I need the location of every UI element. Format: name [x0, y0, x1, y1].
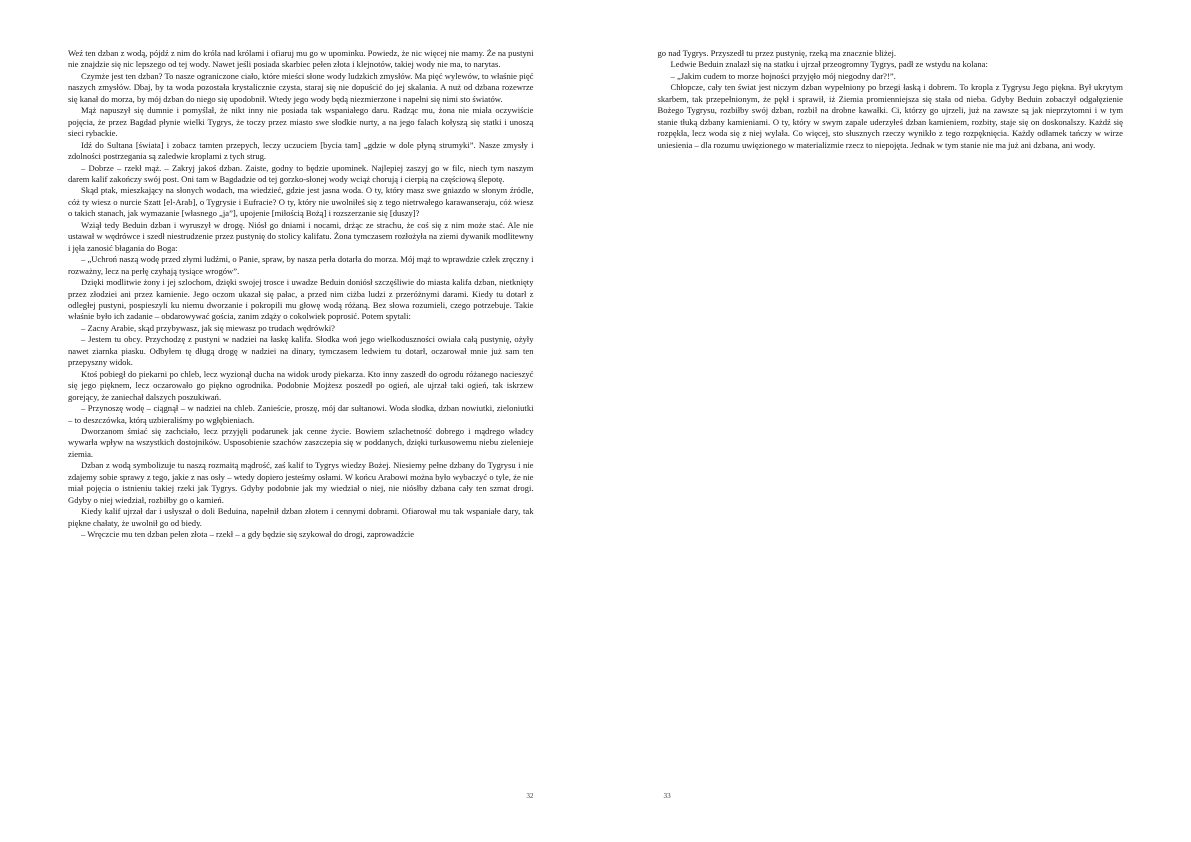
paragraph: – Wręczcie mu ten dzban pełen złota – rzekł – a gdy będzie się szykował do drogi, zaprowadźcie	[81, 529, 415, 540]
page-left-text	[68, 48, 534, 540]
paragraph: Dzban z wodą symbolizuje tu naszą rozmaitą mądrość, zaś kalif to Tygrys wiedzy Bożej. Niesiemy pełne dzbany do Tygrysu i nie zdajemy sobie sprawy z tego, jakie z nas osły – wtedy dopiero jesteśmy osłami. W końcu Arabowi można było wybaczyć o tyle, że nie miał pojęcia o istnieniu takiej rzeki jak Tygrys. Gdyby podobnie jak my wiedział o niej, nie niósłby dzbana cały ten szmat drogi. Gdyby o niej wiedział, rozbiłby go o kamień.	[68, 460, 534, 505]
paragraph: – Przynoszę wodę – ciągnął – w nadziei na chleb. Zanieście, proszę, mój dar sułtanowi. Woda słodka, dzban nowiutki, zieloniutki – to deszczówka, którą uzbieraliśmy po wgłębieniach.	[68, 403, 534, 425]
paragraph: – Jestem tu obcy. Przychodzę z pustyni w nadziei na łaskę kalifa. Słodka woń jego wielkoduszności owiała całą pustynię, ożyły nawet ziarnka piasku. Odbyłem tę długą drogę w nadziei na dinary, tymczasem ledwiem tu dotarł, oczarował mnie już sam ten przepyszny widok.	[68, 334, 534, 368]
paragraph: Mąż napuszył się dumnie i pomyślał, że nikt inny nie posiada tak wspaniałego daru. Radząc mu, żona nie miała oczywiście pojęcia, że przez Bagdad płynie wielki Tygrys, że toczy przez miasto swe słodkie nurty, a na jego falach kołyszą się statki i unoszą sieci rybackie.	[68, 105, 534, 139]
paragraph: go nad Tygrys. Przyszedł tu przez pustynię, rzeką ma znacznie bliżej.	[657, 48, 897, 58]
paragraph: Skąd ptak, mieszkający na słonych wodach, ma wiedzieć, gdzie jest jasna woda. O ty, który masz swe gniazdo w słonym źródle, cóż ty wiesz o nurcie Szatt [el-Arab], o Tygrysie i Eufracie? O ty, który nie uwolniłeś się z tego nietrwałego karawanseraju, cóż wiesz o takich stanach, jak wymazanie [własnego „ja”], upojenie [miłością Bożą] i rozszerzanie się [duszy]?	[68, 185, 534, 219]
paragraph: Ledwie Beduin znalazł się na statku i ujrzał przeogromny Tygrys, padł ze wstydu na kolana:	[670, 59, 988, 70]
page-right	[596, 0, 1191, 842]
paragraph: Dzięki modlitwie żony i jej szlochom, dzięki swojej trosce i uwadze Beduin doniósł szczęśliwie do miasta kalifa dzban, nietknięty przez złodziei ani przez kamienie. Jego oczom ukazał się pałac, a przed nim ciżba ludzi z przeróżnymi darami. Kiedy tu dotarł z odległej pustyni, pospieszyli ku niemu dworzanie i pokropili mu głowę wodą różaną. Bez słowa rozumieli, czego potrzebuje. Takie właśnie było ich zadanie – obdarowywać gościa, zanim zdąży o cokolwiek poprosić. Potem spytali:	[68, 277, 534, 322]
paragraph: – Dobrze – rzekł mąż. – Zakryj jakoś dzban. Zaiste, godny to będzie upominek. Najlepiej zaszyj go w filc, niech tym naszym darem kalif zakończy swój post. Oni tam w Bagdadzie od tej gorzko-słonej wody wciąż chorują i cierpią na częściową ślepotę.	[68, 162, 534, 184]
paragraph: Idź do Sultana [świata] i zobacz tamten przepych, leczy uczuciem [bycia tam] „gdzie w dole płyną strumyki”. Nasze zmysły i zdolności postrzegania są zaledwie kroplami z tych strug.	[68, 139, 534, 162]
paragraph: Weź ten dzban z wodą, pójdź z nim do króla nad królami i ofiaruj mu go w upominku. Powiedz, że nic więcej nie mamy. Że na pustyni nie znajdzie się nic lepszego od tej wody. Nawet jeśli posiada skarbiec pełen złota i klejnotów, takiej wody nie ma, to narytas.	[68, 48, 534, 70]
paragraph: Czymże jest ten dzban? To nasze ograniczone ciało, które mieści słone wody ludzkich zmysłów. Ma pięć wylewów, to właśnie pięć naszych zmysłów. Dbaj, by ta woda pozostała krystalicznie czysta, staraj się nie dopuścić do jej skalania. A nuż od dzbana rozewrze się kanał do morza, by mój dzban do niego się upodobnił. Wtedy jego wody będą niezmierzone i napełni się nimi sto światów.	[68, 70, 534, 104]
paragraph: – „Uchroń naszą wodę przed złymi ludźmi, o Panie, spraw, by nasza perła dotarła do morza. Mój mąż to wprawdzie człek zręczny i rozważny, lecz na perłę czyhają tysiące wrogów”.	[68, 254, 534, 276]
page-number-right: 33	[663, 792, 671, 800]
paragraph: Kiedy kalif ujrzał dar i usłyszał o doli Beduina, napełnił dzban złotem i cennymi dobrami. Ofiarował mu tak wspaniałe dary, tak piękne chałaty, że uwolnił go od biedy.	[68, 506, 534, 528]
paragraph: Wziął tedy Beduin dzban i wyruszył w drogę. Niósł go dniami i nocami, drżąc ze strachu, że coś się z nim może stać. Ale nie ustawał w wędrówce i szedł niestrudzenie przez pustynię do stolicy kalifatu. Żona tymczasem rozłożyła na ziemi dywanik modlitewny i jęła zanosić błagania do Boga:	[68, 219, 534, 253]
paragraph: – „Jakim cudem to morze hojności przyjęło mój niegodny dar?!”.	[670, 70, 896, 81]
paragraph: – Zacny Arabie, skąd przybywasz, jak się miewasz po trudach wędrówki?	[81, 322, 335, 333]
page-number-left: 32	[526, 792, 534, 800]
paragraph: Chłopcze, cały ten świat jest niczym dzban wypełniony po brzegi łaską i dobrem. To kropla z Tygrysu Jego piękna. Był ukrytym skarbem, tak przepełnionym, że pękł i sprawił, iż Ziemia promienniejsza się stała od nieba. Gdyby Beduin zobaczył odgałęzienie Bożego Tygrysu, rozbiłby swój dzban, rozbił na drobne kawałki. Ci, którzy go ujrzeli, już na zawsze są jak nieprzytomni i w tym stanie tłuką dzbany kamieniami. O ty, który w swym zapale uderzyłeś dzban kamieniem, rozbity, staje się on doskonalszy. Każdź się rozpękła, lecz woda się z niej wylała. Co więcej, sto słusznych rzeczy wynikło z tego rozpęknięcia. Każdy odłamek tańczy w wirze uniesienia – dla rozumu uwięzionego w materializmie rzecz to niepojęta. Jednak w tym stanie nie ma już ani dzbana, ani wody.	[657, 82, 1123, 150]
paragraph: Dworzanom śmiać się zachciało, lecz przyjęli podarunek jak cenne życie. Bowiem szlachetność dobrego i mądrego władcy wywarła wpływ na wszystkich dostojników. Usposobienie szachów zaszczepia się w poddanych, dzięki turkusowemu niebu zielenieje ziemia.	[68, 425, 534, 459]
page-right-text	[658, 48, 1124, 151]
paragraph: Ktoś pobiegł do piekarni po chleb, lecz wyzionął ducha na widok urody piekarza. Kto inny zaszedł do ogrodu różanego nacieszyć się jego pięknem, lecz oczarowało go piękno ogrodnika. Podobnie Mojżesz poszedł po ogień, ale ujrzał taki ogień, tak iskrzew gorejący, że zaniechał dalszych poszukiwań.	[68, 368, 534, 402]
